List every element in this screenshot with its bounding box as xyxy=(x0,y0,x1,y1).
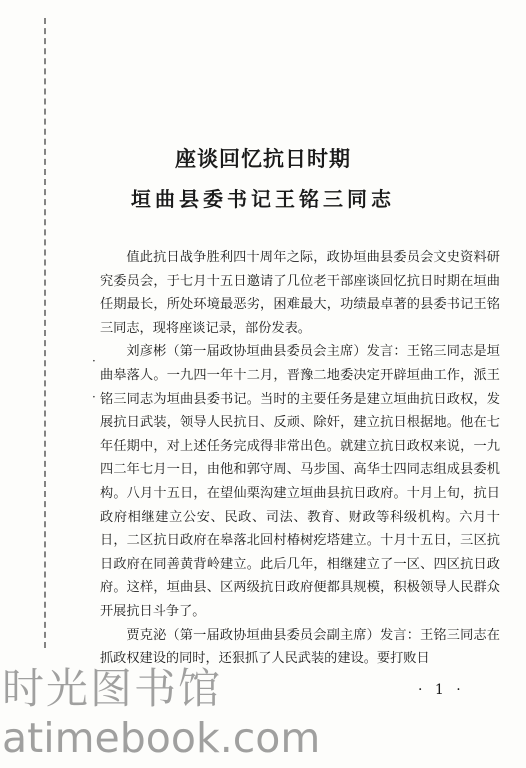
watermark-chinese: 时光图书馆 xyxy=(2,664,223,713)
binding-margin-line xyxy=(44,18,46,648)
document-title: 座谈回忆抗日时期 xyxy=(175,146,351,171)
margin-dot-mark: · xyxy=(92,390,96,404)
watermark-english: atimebook.com xyxy=(2,714,321,762)
body-paragraph: 值此抗日战争胜利四十周年之际，政协垣曲县委员会文史资料研究委员会，于七月十五日邀请了几位老干部座谈回忆抗日时期在垣曲任期最长，所处环境最恶劣，困难最大，功绩最卓著的县委书记王铭三同志，现将座谈记录，部份发表。 xyxy=(100,250,500,336)
page-number: · 1 · xyxy=(418,682,465,698)
body-paragraph: 刘彦彬（第一届政协垣曲县委员会主席）发言：王铭三同志是垣曲皋落人。一九四一年十二月，晋豫二地委决定开辟垣曲工作，派王铭三同志为垣曲县委书记。当时的主要任务是建立垣曲抗日政权，发展抗日武装，领导人民抗日、反顽、除奸，建立抗日根据地。他在七年任期中，对上述任务完成得非常出色。就建立抗日政权来说，一九四二年七月一日，由他和郭守周、马步国、高华士四同志组成县委机构。八月十五日，在望仙栗沟建立垣曲县抗日政府。十月上旬，抗日政府相继建立公安、民政、司法、教育、财政等科级机构。六月十日，二区抗日政府在皋落北回村椿树疙塔建立。十月十五日，三区抗日政府在同善黄背岭建立。此后几年，相继建立了一区、四区抗日政府。这样，垣曲县、区两级抗日政府便都具规模，积极领导人民群众开展抗日斗争了。 xyxy=(100,344,500,619)
margin-dot-mark: · xyxy=(92,354,96,368)
body-paragraph: 贾克泌（第一届政协垣曲县委员会副主席）发言：王铭三同志在抓政权建设的同时，还狠抓了人民武装的建设。要打败日 xyxy=(100,627,500,667)
document-subtitle: 垣曲县委书记王铭三同志 xyxy=(131,187,395,211)
document-body xyxy=(100,246,500,671)
